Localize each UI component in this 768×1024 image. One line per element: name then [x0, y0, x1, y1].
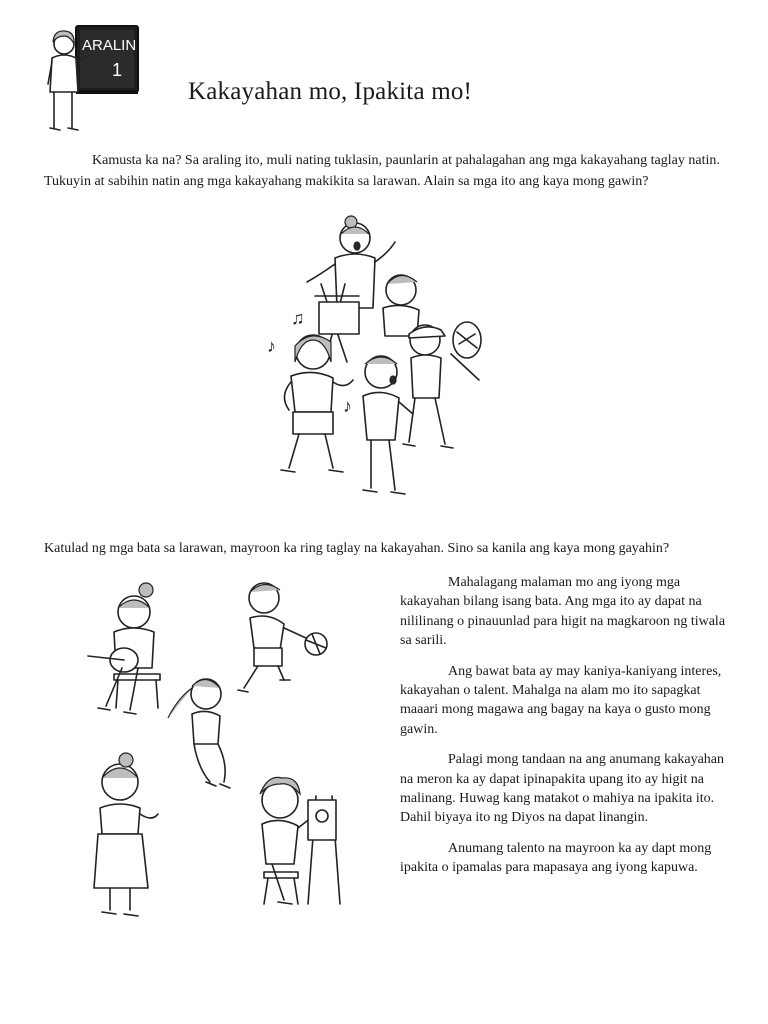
explanation-paragraph: Mahalagang malaman mo ang iyong mga kakayahan bilang isang bata. Ang mga ito ay dapat na nililinang o pinauunlad para higit na magkaroon ng tiwala sa sarili. [400, 575, 726, 649]
explanation-paragraph: Palagi mong tandaan na ang anumang kakayahan na meron ka ay dapat ipinapakita upang ito ay higit na malinang. Huwag kang matakot o mahiya na ipakita ito. Dahil biyaya ito ng Diyos na dapat linangin. [400, 752, 725, 826]
music-note-icon: ♫ [291, 308, 305, 328]
badge-word: ARALIN [82, 37, 137, 54]
children-talents-group-illustration [255, 212, 495, 512]
explanation-text [400, 573, 736, 889]
explanation-paragraph: Anumang talento na mayroon ka ay dapt mong ipakita o ipamalas para mapasaya ang iyong kapuwa. [400, 840, 712, 876]
intro-text: Kamusta ka na? Sa araling ito, muli nating tuklasin, paunlarin at pahalagahan ang mga kakayahang taglay natin. Tukuyin at sabihin natin ang mga kakayahang makikita sa larawan. Alain sa mga ito ang kaya mong gawin? [44, 153, 720, 189]
intro-paragraph [44, 150, 734, 192]
music-note-icon: ♪ [343, 396, 352, 416]
explanation-paragraph: Ang bawat bata ay may kaniya-kaniyang interes, kakayahan o talent. Mahalga na alam mo ito sapagkat maaari mong magawa ang bagay na kaya o gusto mong gawin. [400, 663, 722, 737]
children-hobbies-illustration [68, 568, 368, 930]
badge-number: 1 [112, 60, 123, 80]
music-note-icon: ♪ [267, 336, 276, 356]
question-paragraph: Katulad ng mga bata sa larawan, mayroon ka ring taglay na kakayahan. Sino sa kanila ang kaya mong gayahin? [44, 541, 670, 556]
page-title: Kakayahan mo, Ipakita mo! [188, 78, 473, 105]
teacher-chalkboard-illustration [40, 22, 140, 140]
